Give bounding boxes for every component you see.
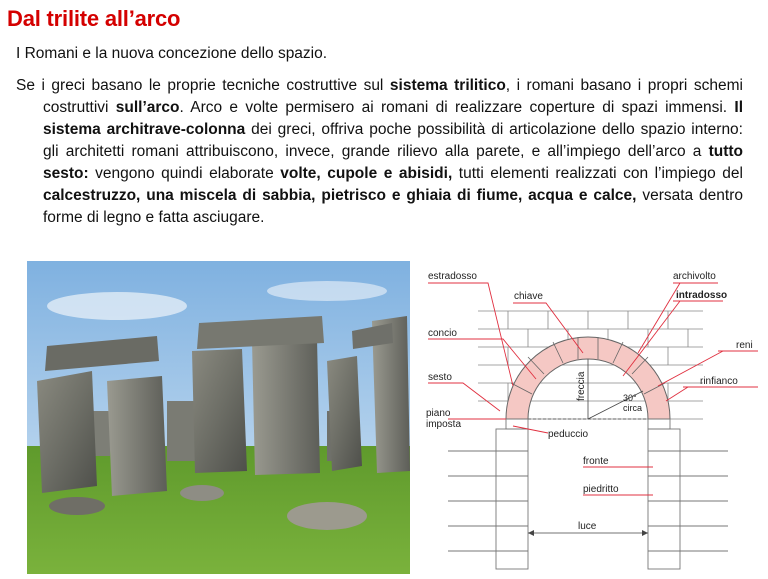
label-fronte: fronte [583,456,609,467]
label-piedritto: piedritto [583,484,619,495]
arch-diagram-svg [418,261,764,574]
text-run: versata dentro forme di legno e fatta asciugare. [43,187,743,226]
label-piano: piano [426,408,451,419]
label-imposta: imposta [426,419,462,430]
label-circa: circa [623,403,643,413]
label-freccia: freccia [576,371,587,401]
text-run: , i romani basano i propri schemi costruttivi [43,77,743,116]
label-concio: concio [428,328,457,339]
label-reni: reni [736,340,753,351]
label-rinfianco: rinfianco [700,376,738,387]
stonehenge-photo [27,261,410,574]
bold-run: tutto sesto: [43,143,743,182]
body-paragraph [16,75,743,229]
bold-run: Il sistema architrave-colonna [43,99,744,138]
label-sesto: sesto [428,372,452,383]
label-angle: 30° [623,393,637,403]
arrow-left-icon [528,530,534,536]
label-chiave: chiave [514,291,543,302]
text-run: vengono quindi elaborate [88,165,281,182]
label-luce: luce [578,521,597,532]
slide-title: Dal trilite all’arco [7,6,181,31]
label-estradosso: estradosso [428,271,477,282]
bold-run: sistema trilitico [389,77,506,94]
arrow-right-icon [642,530,648,536]
label-archivolto: archivolto [673,271,716,282]
bold-run: sull’arco [115,99,180,116]
bold-run: volte, cupole e abisidi, [280,165,453,182]
label-intradosso: intradosso [676,290,728,301]
stonehenge-illustration [27,261,410,574]
text-run: Se i greci basano le proprie tecniche costruttive sul [16,77,390,94]
label-peduccio: peduccio [548,429,589,440]
text-run: dei greci, offriva poche possibilità di articolazione dello spazio interno: gli architetti romani attribuiscono, invece, grande rilievo alla parete, e all’impiego dell’arco a [43,121,743,160]
slide-subtitle: I Romani e la nuova concezione dello spazio. [16,45,328,62]
bold-run: calcestruzzo, una miscela di sabbia, pietrisco e ghiaia di fiume, acqua e calce, [43,187,637,204]
text-run: tutti elementi realizzati con l’impiego del [452,165,743,182]
text-run: . Arco e volte permisero ai romani di realizzare coperture di spazi immensi. [179,99,735,116]
arch-diagram [418,261,764,574]
